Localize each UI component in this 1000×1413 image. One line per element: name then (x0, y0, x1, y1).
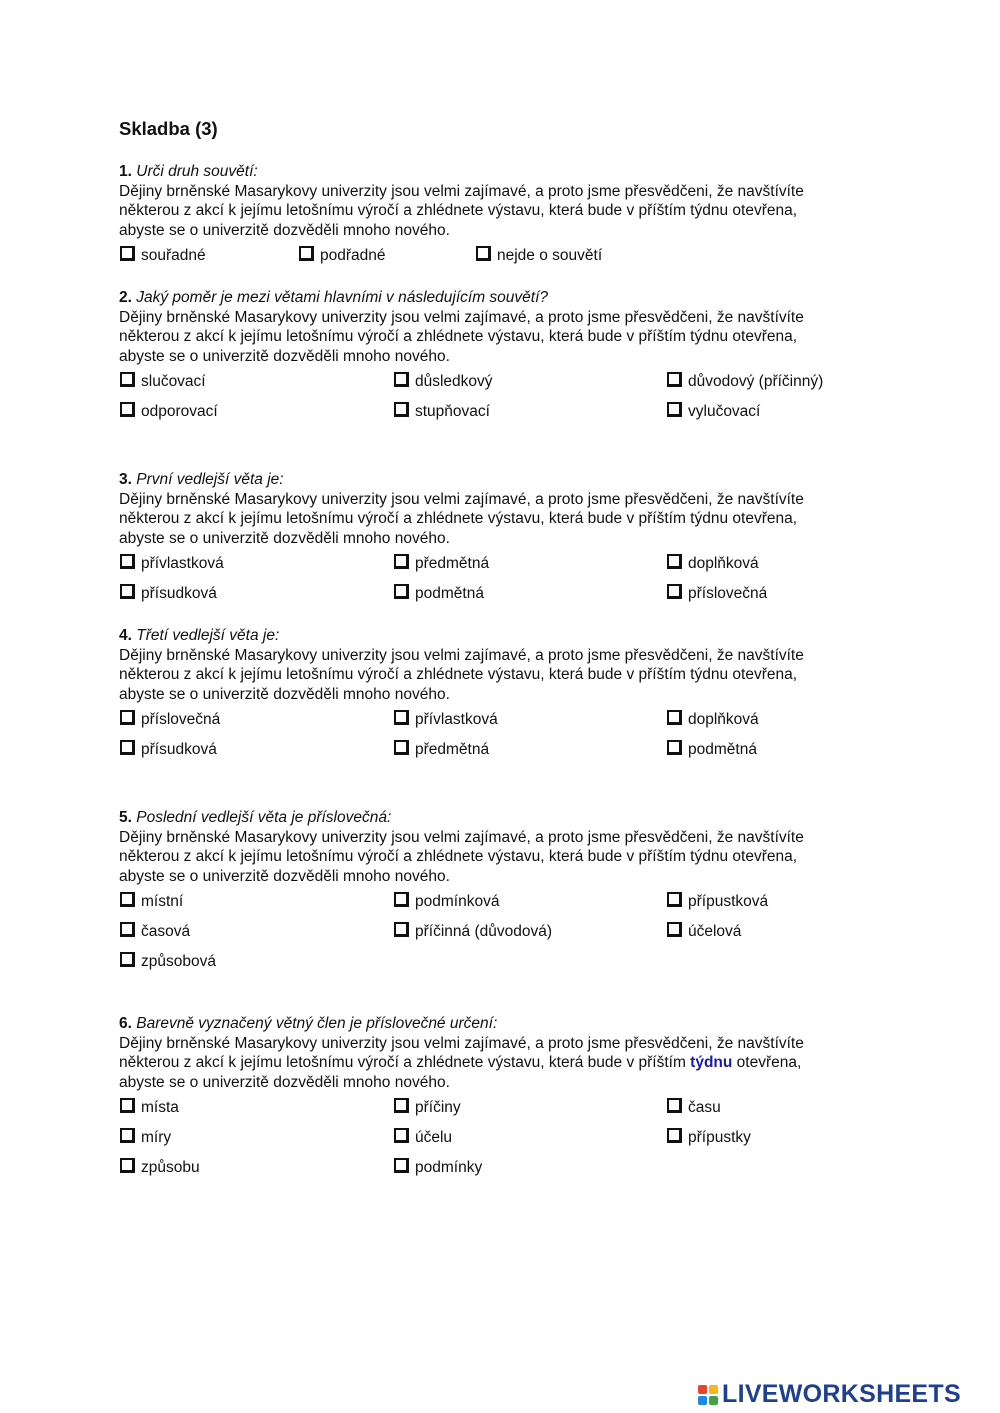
option-label: slučovací (141, 373, 206, 390)
question-text-line: abyste se o univerzitě dozvěděli mnoho nového. (119, 685, 450, 703)
question-prompt: Poslední vedlejší věta je příslovečná: (136, 809, 392, 826)
checkbox-icon[interactable] (667, 1128, 682, 1143)
question-2 (119, 288, 879, 420)
checkbox-icon[interactable] (120, 584, 135, 599)
option-label: podřadné (320, 247, 386, 264)
question-text-line: abyste se o univerzitě dozvěděli mnoho nového. (119, 529, 450, 547)
question-prompt: Barevně vyznačený větný člen je příslovečné určení: (136, 1015, 498, 1032)
option-checkbox[interactable] (667, 710, 759, 730)
option-checkbox[interactable] (120, 584, 217, 604)
question-number: 4. (119, 627, 132, 644)
checkbox-icon[interactable] (299, 246, 314, 261)
question-text-line: některou z akcí k jejímu letošnímu výročí a zhlédnete výstavu, která bude v příštím týdnu otevřena, (119, 848, 798, 865)
question-prompt: První vedlejší věta je: (136, 471, 284, 488)
highlighted-word: týdnu (690, 1054, 733, 1071)
option-checkbox[interactable] (667, 1128, 751, 1148)
question-number: 1. (119, 163, 132, 180)
question-number: 6. (119, 1015, 132, 1032)
option-checkbox[interactable] (120, 246, 206, 266)
option-checkbox[interactable] (394, 1128, 452, 1148)
option-checkbox[interactable] (120, 1158, 200, 1178)
logo-square (709, 1396, 718, 1405)
option-checkbox[interactable] (394, 554, 489, 574)
checkbox-icon[interactable] (667, 554, 682, 569)
option-checkbox[interactable] (394, 1098, 461, 1118)
option-checkbox[interactable] (667, 554, 759, 574)
option-label: souřadné (141, 247, 206, 264)
checkbox-icon[interactable] (394, 554, 409, 569)
option-label: času (688, 1099, 721, 1116)
checkbox-icon[interactable] (120, 1098, 135, 1113)
option-label: důvodový (příčinný) (688, 373, 824, 390)
question-1 (119, 162, 879, 264)
question-text-line: Dějiny brněnské Masarykovy univerzity jsou velmi zajímavé, a proto jsme přesvědčeni, že navštívíte (119, 828, 804, 846)
logo-text: LIVEWORKSHEETS (722, 1380, 961, 1408)
option-label: stupňovací (415, 403, 490, 420)
option-checkbox[interactable] (120, 372, 206, 392)
liveworksheets-logo[interactable] (698, 1380, 961, 1409)
option-checkbox[interactable] (120, 740, 217, 760)
option-label: účelová (688, 923, 742, 940)
option-checkbox[interactable] (120, 554, 224, 574)
question-text-line: abyste se o univerzitě dozvěděli mnoho nového. (119, 867, 450, 885)
question-prompt: Jaký poměr je mezi větami hlavními v následujícím souvětí? (136, 289, 549, 306)
worksheet-title: Skladba (3) (119, 118, 218, 139)
question-text-line: abyste se o univerzitě dozvěděli mnoho nového. (119, 347, 450, 365)
question-text-line: Dějiny brněnské Masarykovy univerzity jsou velmi zajímavé, a proto jsme přesvědčeni, že navštívíte (119, 646, 804, 664)
option-checkbox[interactable] (120, 402, 218, 422)
option-checkbox[interactable] (120, 892, 183, 912)
option-checkbox[interactable] (667, 922, 741, 942)
option-checkbox[interactable] (394, 584, 484, 604)
option-checkbox[interactable] (476, 246, 602, 266)
question-text-line: Dějiny brněnské Masarykovy univerzity jsou velmi zajímavé, a proto jsme přesvědčeni, že navštívíte (119, 1034, 804, 1052)
option-checkbox[interactable] (120, 922, 190, 942)
option-label: přívlastková (415, 711, 498, 728)
option-label: příčinná (důvodová) (415, 923, 552, 940)
option-checkbox[interactable] (667, 402, 760, 422)
logo-square (698, 1396, 707, 1405)
question-text-line: Dějiny brněnské Masarykovy univerzity jsou velmi zajímavé, a proto jsme přesvědčeni, že navštívíte (119, 490, 804, 508)
logo-square (698, 1385, 707, 1394)
checkbox-icon[interactable] (667, 584, 682, 599)
question-4 (119, 626, 879, 758)
option-label: důsledkový (415, 373, 493, 390)
option-label: způsobová (141, 953, 216, 970)
option-label: přípustková (688, 893, 769, 910)
checkbox-icon[interactable] (394, 584, 409, 599)
checkbox-icon[interactable] (394, 922, 409, 937)
option-checkbox[interactable] (120, 952, 216, 972)
option-checkbox[interactable] (394, 740, 489, 760)
checkbox-icon[interactable] (120, 1158, 135, 1173)
checkbox-icon[interactable] (120, 402, 135, 417)
question-text-line: abyste se o univerzitě dozvěděli mnoho nového. (119, 221, 450, 239)
question-prompt: Urči druh souvětí: (136, 163, 258, 180)
checkbox-icon[interactable] (120, 922, 135, 937)
option-label: přísudková (141, 585, 217, 602)
checkbox-icon[interactable] (667, 892, 682, 907)
checkbox-icon[interactable] (394, 710, 409, 725)
option-label: přívlastková (141, 555, 224, 572)
checkbox-icon[interactable] (120, 710, 135, 725)
option-checkbox[interactable] (394, 372, 493, 392)
checkbox-icon[interactable] (394, 740, 409, 755)
option-label: doplňková (688, 711, 759, 728)
question-5 (119, 808, 879, 970)
checkbox-icon[interactable] (667, 922, 682, 937)
option-label: přísudková (141, 741, 217, 758)
checkbox-icon[interactable] (394, 372, 409, 387)
question-text-line: Dějiny brněnské Masarykovy univerzity jsou velmi zajímavé, a proto jsme přesvědčeni, že navštívíte (119, 308, 804, 326)
option-checkbox[interactable] (667, 372, 823, 392)
option-checkbox[interactable] (394, 892, 499, 912)
option-checkbox[interactable] (299, 246, 386, 266)
option-checkbox[interactable] (667, 740, 757, 760)
option-label: místní (141, 893, 184, 910)
option-label: předmětná (415, 741, 490, 758)
question-number: 5. (119, 809, 132, 826)
checkbox-icon[interactable] (667, 1098, 682, 1113)
checkbox-icon[interactable] (120, 246, 135, 261)
option-label: vylučovací (688, 403, 761, 420)
option-checkbox[interactable] (667, 1098, 721, 1118)
option-label: místa (141, 1099, 179, 1116)
question-text-line: některou z akcí k jejímu letošnímu výročí a zhlédnete výstavu, která bude v příštím týdnu otevřena, (119, 202, 798, 219)
checkbox-icon[interactable] (394, 1098, 409, 1113)
checkbox-icon[interactable] (120, 372, 135, 387)
option-label: míry (141, 1129, 172, 1146)
option-label: účelu (415, 1129, 453, 1146)
checkbox-icon[interactable] (394, 892, 409, 907)
question-prompt: Třetí vedlejší věta je: (136, 627, 280, 644)
question-text-line: některou z akcí k jejímu letošnímu výročí a zhlédnete výstavu, která bude v příštím týdnu otevřena, (119, 510, 798, 527)
option-label: doplňková (688, 555, 759, 572)
option-label: způsobu (141, 1159, 200, 1176)
checkbox-icon[interactable] (120, 1128, 135, 1143)
checkbox-icon[interactable] (667, 372, 682, 387)
logo-mark-icon (698, 1385, 718, 1405)
checkbox-icon[interactable] (394, 1158, 409, 1173)
option-label: příslovečná (141, 711, 221, 728)
option-label: přípustky (688, 1129, 751, 1146)
question-text-line: abyste se o univerzitě dozvěděli mnoho nového. (119, 1073, 450, 1091)
checkbox-icon[interactable] (394, 1128, 409, 1143)
question-text-line: některou z akcí k jejímu letošnímu výročí a zhlédnete výstavu, která bude v příštím týdnu otevřena, (119, 1054, 802, 1071)
option-label: příslovečná (688, 585, 768, 602)
checkbox-icon[interactable] (120, 554, 135, 569)
checkbox-icon[interactable] (476, 246, 491, 261)
option-checkbox[interactable] (394, 922, 552, 942)
checkbox-icon[interactable] (120, 892, 135, 907)
checkbox-icon[interactable] (667, 710, 682, 725)
checkbox-icon[interactable] (667, 402, 682, 417)
option-label: časová (141, 923, 191, 940)
option-checkbox[interactable] (394, 402, 490, 422)
option-checkbox[interactable] (120, 1128, 171, 1148)
question-text-line: některou z akcí k jejímu letošnímu výročí a zhlédnete výstavu, která bude v příštím týdnu otevřena, (119, 328, 798, 345)
option-label: podmětná (415, 585, 484, 602)
option-checkbox[interactable] (667, 892, 768, 912)
option-label: příčiny (415, 1099, 461, 1116)
question-text-line: Dějiny brněnské Masarykovy univerzity jsou velmi zajímavé, a proto jsme přesvědčeni, že navštívíte (119, 182, 804, 200)
checkbox-icon[interactable] (394, 402, 409, 417)
option-checkbox[interactable] (120, 710, 220, 730)
question-number: 3. (119, 471, 132, 488)
option-checkbox[interactable] (667, 584, 767, 604)
option-label: podmínky (415, 1159, 483, 1176)
logo-square (709, 1385, 718, 1394)
option-checkbox[interactable] (120, 1098, 179, 1118)
option-checkbox[interactable] (394, 1158, 482, 1178)
option-label: podmínková (415, 893, 500, 910)
checkbox-icon[interactable] (667, 740, 682, 755)
question-6 (119, 1014, 879, 1176)
option-label: nejde o souvětí (497, 247, 603, 264)
checkbox-icon[interactable] (120, 740, 135, 755)
question-3 (119, 470, 879, 602)
question-number: 2. (119, 289, 132, 306)
option-checkbox[interactable] (394, 710, 498, 730)
checkbox-icon[interactable] (120, 952, 135, 967)
option-label: předmětná (415, 555, 490, 572)
question-text-line: některou z akcí k jejímu letošnímu výročí a zhlédnete výstavu, která bude v příštím týdnu otevřena, (119, 666, 798, 683)
option-label: odporovací (141, 403, 218, 420)
option-label: podmětná (688, 741, 757, 758)
